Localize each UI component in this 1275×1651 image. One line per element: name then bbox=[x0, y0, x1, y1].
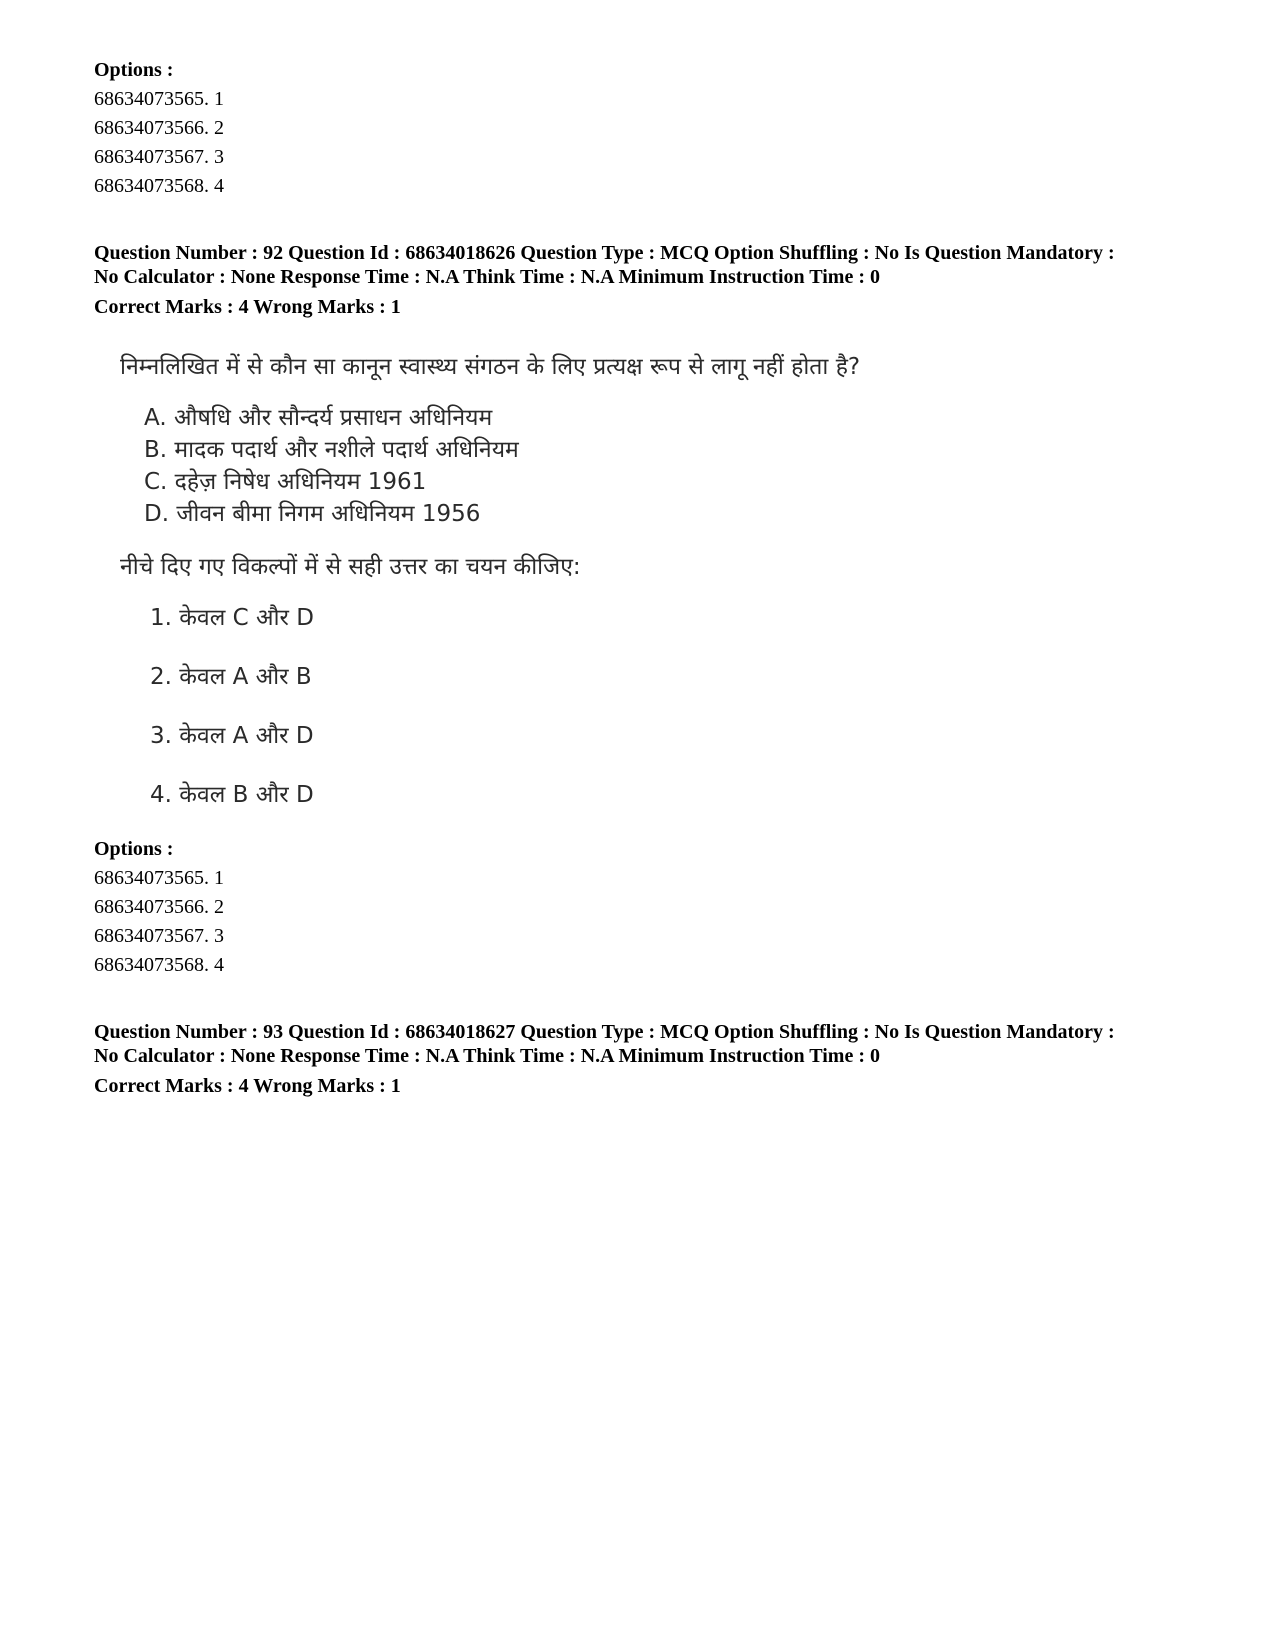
statement-list bbox=[120, 402, 1020, 530]
option-item: 68634073567. 3 bbox=[94, 925, 224, 947]
question-93-meta bbox=[94, 1020, 1204, 1098]
question-meta-line: Question Number : 92 Question Id : 68634018626 Question Type : MCQ Option Shuffling : No Is Question Mandatory : bbox=[94, 242, 1115, 264]
question-marks: Correct Marks : 4 Wrong Marks : 1 bbox=[94, 296, 401, 318]
prev-question-options bbox=[94, 56, 1204, 201]
option-item: 68634073567. 3 bbox=[94, 146, 224, 168]
question-92-options bbox=[94, 835, 1204, 980]
options-header: Options : bbox=[94, 838, 174, 860]
choice-item: 4. केवल B और D bbox=[150, 782, 314, 808]
option-item: 68634073566. 2 bbox=[94, 896, 224, 918]
question-stem: निम्नलिखित में से कौन सा कानून स्वास्थ्य संगठन के लिए प्रत्यक्ष रूप से लागू नहीं होता है? bbox=[120, 354, 861, 380]
options-header: Options : bbox=[94, 59, 174, 81]
question-instruction: नीचे दिए गए विकल्पों में से सही उत्तर का चयन कीजिए: bbox=[120, 554, 581, 580]
statement-item: C. दहेज़ निषेध अधिनियम 1961 bbox=[144, 469, 427, 495]
question-meta-line: No Calculator : None Response Time : N.A Think Time : N.A Minimum Instruction Time : 0 bbox=[94, 1045, 880, 1067]
statement-item: A. औषधि और सौन्दर्य प्रसाधन अधिनियम bbox=[144, 405, 493, 431]
question-92-body bbox=[120, 352, 1020, 838]
option-item: 68634073565. 1 bbox=[94, 88, 224, 110]
choice-item: 3. केवल A और D bbox=[150, 723, 314, 749]
choice-item: 2. केवल A और B bbox=[150, 664, 312, 690]
choice-list bbox=[120, 602, 1020, 838]
option-item: 68634073568. 4 bbox=[94, 175, 224, 197]
option-item: 68634073568. 4 bbox=[94, 954, 224, 976]
statement-item: B. मादक पदार्थ और नशीले पदार्थ अधिनियम bbox=[144, 437, 519, 463]
statement-item: D. जीवन बीमा निगम अधिनियम 1956 bbox=[144, 501, 481, 527]
question-92-meta bbox=[94, 241, 1204, 319]
question-meta-line: No Calculator : None Response Time : N.A Think Time : N.A Minimum Instruction Time : 0 bbox=[94, 266, 880, 288]
question-meta-line: Question Number : 93 Question Id : 68634018627 Question Type : MCQ Option Shuffling : No Is Question Mandatory : bbox=[94, 1021, 1115, 1043]
choice-item: 1. केवल C और D bbox=[150, 605, 314, 631]
question-marks: Correct Marks : 4 Wrong Marks : 1 bbox=[94, 1075, 401, 1097]
option-item: 68634073565. 1 bbox=[94, 867, 224, 889]
option-item: 68634073566. 2 bbox=[94, 117, 224, 139]
